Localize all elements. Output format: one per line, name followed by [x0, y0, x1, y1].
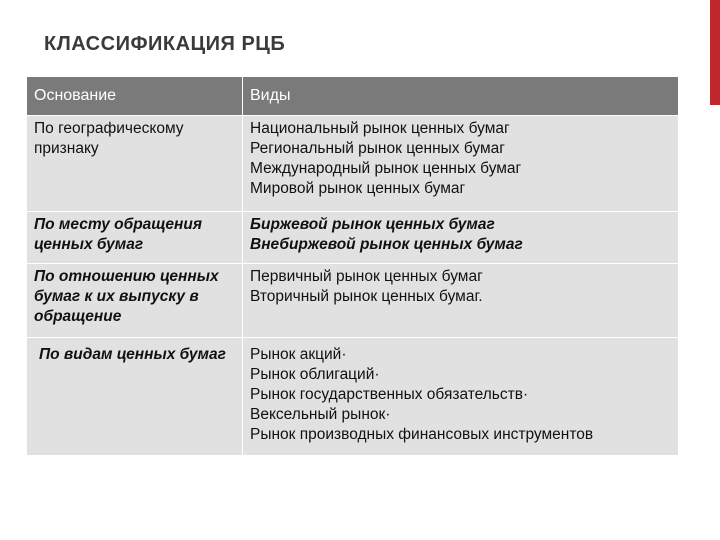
- type-item: Региональный рынок ценных бумаг: [250, 140, 505, 157]
- header-types: Виды: [243, 77, 679, 116]
- type-item: Первичный рынок ценных бумаг: [250, 268, 483, 285]
- table-row: [27, 264, 679, 338]
- type-item: Рынок облигаций·: [250, 366, 380, 383]
- type-item: Биржевой рынок ценных бумаг: [250, 216, 495, 233]
- type-item: Рынок производных финансовых инструментов: [250, 426, 594, 443]
- table-header-row: [27, 77, 679, 116]
- table-row: [27, 338, 679, 456]
- type-item: Мировой рынок ценных бумаг: [250, 180, 466, 197]
- classification-table: [26, 76, 679, 456]
- type-item: Национальный рынок ценных бумаг: [250, 120, 510, 137]
- basis-label: По месту обращения ценных бумаг: [34, 216, 202, 253]
- types-cell: [243, 264, 679, 338]
- types-cell: [243, 212, 679, 264]
- header-basis: Основание: [27, 77, 243, 116]
- basis-cell: [27, 116, 243, 212]
- basis-label: По видам ценных бумаг: [39, 346, 226, 363]
- table-row: [27, 212, 679, 264]
- basis-cell: [27, 338, 243, 456]
- types-cell: [243, 116, 679, 212]
- table-row: [27, 116, 679, 212]
- type-item: Рынок государственных обязательств·: [250, 386, 529, 403]
- basis-label: По отношению ценных бумаг к их выпуску в обращение: [34, 268, 219, 325]
- basis-label: По географическому признаку: [34, 120, 184, 157]
- type-item: Вексельный рынок·: [250, 406, 391, 423]
- type-item: Рынок акций·: [250, 346, 347, 363]
- type-item: Внебиржевой рынок ценных бумаг: [250, 236, 523, 253]
- basis-cell: [27, 212, 243, 264]
- slide-title: КЛАССИФИКАЦИЯ РЦБ: [44, 33, 286, 55]
- type-item: Международный рынок ценных бумаг: [250, 160, 522, 177]
- basis-cell: [27, 264, 243, 338]
- type-item: Вторичный рынок ценных бумаг.: [250, 288, 483, 305]
- types-cell: [243, 338, 679, 456]
- accent-bar: [710, 0, 720, 105]
